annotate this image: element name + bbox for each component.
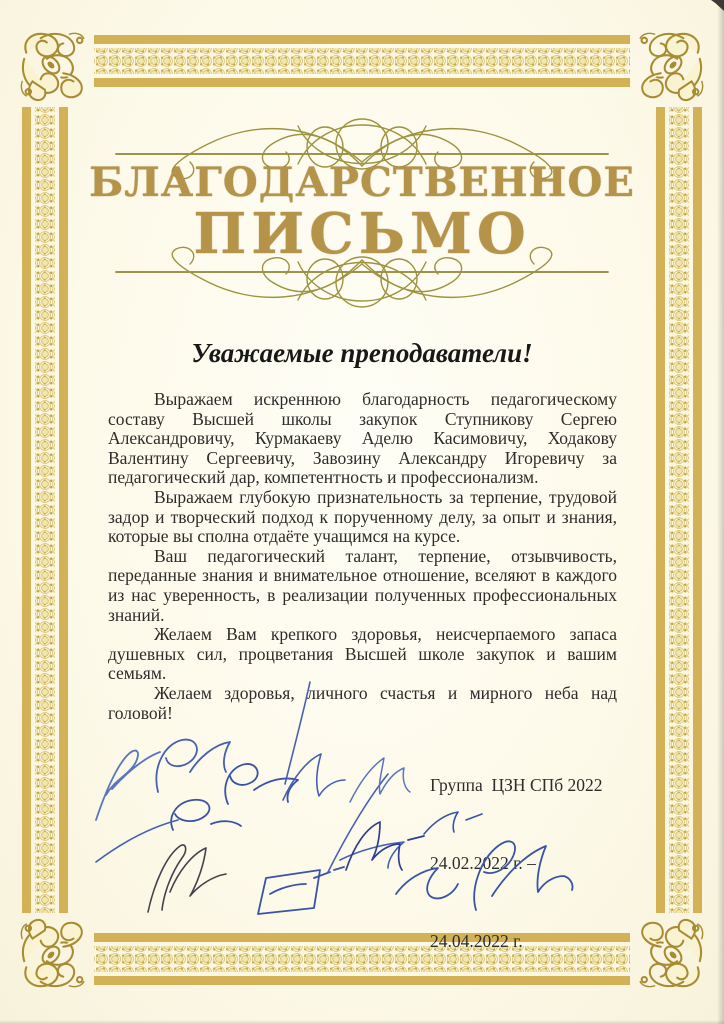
gold-bar bbox=[94, 35, 630, 44]
title-line-1: БЛАГОДАРСТВЕННОЕ bbox=[89, 159, 635, 206]
gold-bar bbox=[94, 78, 630, 87]
paragraph: Ваш педагогический талант, терпение, отзывчивость, переданные знания и внимательное отношение, вселяют в каждого из нас уверенность, в реализации полученных профессиональных знаний. bbox=[108, 545, 617, 625]
corner-ornament-icon bbox=[16, 28, 90, 102]
paragraph: Желаем Вам крепкого здоровья, неисчерпаемого запаса душевных сил, процветания Высшей школе закупок и вашим семьям. bbox=[108, 624, 617, 684]
corner-ornament-icon bbox=[634, 28, 708, 102]
paragraph: Выражаем глубокую признательность за терпение, трудовой задор и творческий подход к порученному делу, за опыт и знания, которые вы сполна отдаёте учащимся на курсе. bbox=[108, 486, 617, 547]
salutation: Уважаемые преподаватели! bbox=[191, 338, 533, 368]
paragraph: Выражаем искреннюю благодарность педагогическому составу Высшей школы закупок Ступникову Сергею Александровичу, Курмакаеву Аделю Касимовичу, Ходакову Валентину Сергеевичу, Завозину Александру Игоревичу за педагогический дар, компетентность и профессионализм. bbox=[108, 389, 617, 488]
signoff-date-end: 24.04.2022 г. bbox=[430, 931, 523, 951]
scan-edge-shadow bbox=[0, 1020, 724, 1024]
lace-pattern bbox=[94, 48, 630, 74]
corner-ornament-icon bbox=[634, 918, 708, 992]
title-line-2: ПИСЬМО bbox=[193, 201, 531, 267]
signoff-group: Группа ЦЗН СПб 2022 bbox=[430, 775, 603, 795]
signatures-overlay bbox=[78, 672, 598, 940]
border-band-top bbox=[94, 35, 630, 87]
paragraph: Желаем здоровья, личного счастья и мирного неба над головой! bbox=[108, 682, 617, 723]
signoff-date-start: 24.02.2022 г. – bbox=[430, 853, 536, 873]
scan-edge-shadow bbox=[717, 0, 724, 1024]
